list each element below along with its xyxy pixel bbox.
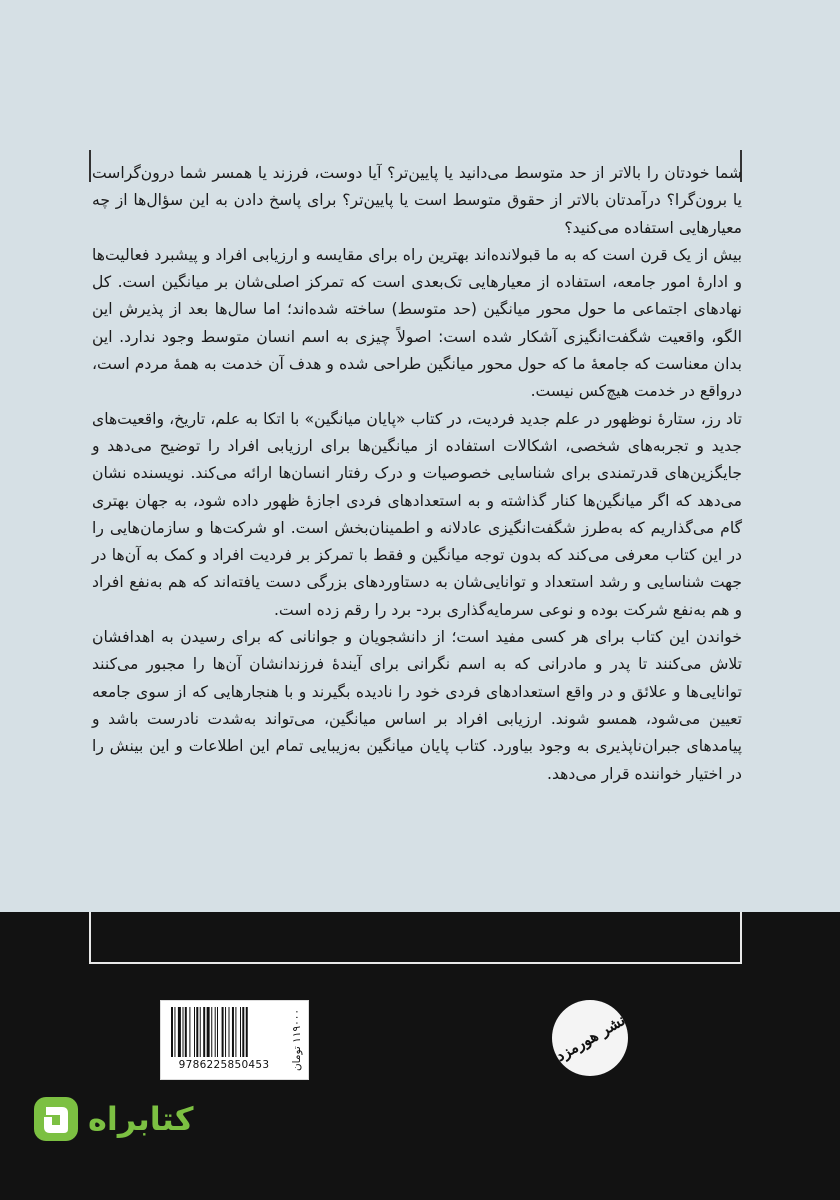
barcode-bar (183, 1007, 184, 1057)
barcode-bars (169, 1007, 279, 1057)
barcode-bar (207, 1007, 210, 1057)
blurb-paragraph-4: خواندن این کتاب برای هر کسی مفید است؛ از دانشجویان و جوانانی که برای رسیدن به اهدافشان تلاش می‌کنند تا پدر و مادرانی که به اسم نگرانی برای آیندهٔ فرزندانشان آن‌ها را مجبور می‌کنند توانایی‌ها و علائق و در واقع استعدادهای فردی خود را نادیده بگیرند و با هنجارهایی که از سوی جامعه تعیین می‌شود، همسو شوند. ارزیابی افراد بر اساس میانگین، می‌تواند به‌شدت نادرست باشد و پیامدهای جبران‌ناپذیری به وجود بیاورد. کتاب پایان میانگین به‌زیبایی تمام این اطلاعات و این بینش را در اختیار خواننده قرار می‌دهد. (92, 628, 742, 783)
barcode-bar (235, 1007, 236, 1057)
barcode-bar (215, 1007, 216, 1057)
frame-line-bottom (89, 962, 742, 964)
blurb-paragraph-3: تاد رز، ستارهٔ نوظهور در علم جدید فردیت، در کتاب «پایان میانگین» با اتکا به علم، تاریخ، واقعیت‌های جدید و تجربه‌های شخصی، اشکالات استفاده از میانگین‌ها برای ارزیابی افراد را توضیح می‌دهد و جایگزین‌های قدرتمندی برای شناسایی خصوصیات و درک رفتار انسان‌ها ارائه می‌کند. نویسنده نشان می‌دهد که اگر میانگین‌ها کنار گذاشته و به استعدادهای فردی اجازهٔ ظهور داده شود، به جهان بهتری گام می‌گذاریم که به‌طرز شگفت‌انگیزی عادلانه و اطمینان‌بخش است. او شرکت‌ها و سازمان‌هایی را در این کتاب معرفی می‌کند که بدون توجه میانگین و فقط با تمرکز بر فردیت افراد و کمک به آن‌ها در جهت شناسایی و رشد استعداد و توانایی‌شان به دستاوردهای بزرگی دست یافته‌اند که هم به‌نفع افراد و هم به‌نفع شرکت بوده و نوعی سرمایه‌گذاری برد- برد را رقم زده است. (92, 409, 742, 619)
barcode-bar (222, 1007, 224, 1057)
barcode-bar (232, 1007, 234, 1057)
barcode-bar (225, 1007, 226, 1057)
ketabrah-logo-text: کتابراه (88, 1100, 194, 1138)
barcode-bar (189, 1007, 190, 1057)
black-bottom-band (0, 912, 840, 1200)
ketabrah-logo (32, 1095, 202, 1143)
barcode-bar (217, 1007, 218, 1057)
barcode-bar (171, 1007, 173, 1057)
back-cover-blurb (92, 160, 742, 905)
barcode-bar (203, 1007, 205, 1057)
isbn-number: 9786225850453 (178, 1059, 270, 1071)
barcode-bar (174, 1007, 175, 1057)
price-text: ۱۱۹۰۰۰ تومان (291, 1008, 303, 1072)
barcode-bar (185, 1007, 187, 1057)
publisher-logo (552, 1000, 628, 1076)
barcode-bar (246, 1007, 248, 1057)
frame-line-right (740, 912, 742, 964)
blurb-paragraph-1: شما خودتان را بالاتر از حد متوسط می‌دانید یا پایین‌تر؟ آیا دوست، فرزند یا همسر شما درون‌گراست یا برون‌گرا؟ درآمدتان بالاتر از حقوق متوسط است یا پایین‌تر؟ برای پاسخ دادن به این سؤال‌ها از چه معیارهایی استفاده می‌کنید؟ (92, 164, 742, 237)
barcode-bar (229, 1007, 230, 1057)
barcode-bar (200, 1007, 201, 1057)
barcode-bar (240, 1007, 241, 1057)
price-label-box (286, 1000, 309, 1080)
isbn-barcode (160, 1000, 288, 1080)
frame-bracket-left (89, 150, 91, 182)
barcode-bar (196, 1007, 198, 1057)
barcode-bar (178, 1007, 181, 1057)
barcode-bar (211, 1007, 212, 1057)
ketabrah-logo-icon (32, 1095, 80, 1143)
barcode-bar (242, 1007, 244, 1057)
frame-line-left (89, 912, 91, 964)
blurb-paragraph-2: بیش از یک قرن است که به ما قبولانده‌اند بهترین راه برای مقایسه و ارزیابی افراد و پیشبرد فعالیت‌ها و ادارهٔ امور جامعه، استفاده از معیارهایی تک‌بعدی است که تمرکز اصلی‌شان بر میانگین است. کل نهادهای اجتماعی ما حول محور میانگین (حد متوسط) ساخته شده‌اند؛ اما سال‌ها بعد از پذیرش این الگو، واقعیت شگفت‌انگیزی آشکار شده است: اصولاً چیزی به اسم انسان متوسط وجود ندارد. این بدان معناست که جامعهٔ ما که حول محور میانگین طراحی شده و هدف آن خدمت به همهٔ مردم است، درواقع در خدمت هیچ‌کس نیست. (92, 245, 742, 401)
publisher-logo-text: نشر هورمزد (552, 1010, 628, 1066)
barcode-bar (194, 1007, 195, 1057)
